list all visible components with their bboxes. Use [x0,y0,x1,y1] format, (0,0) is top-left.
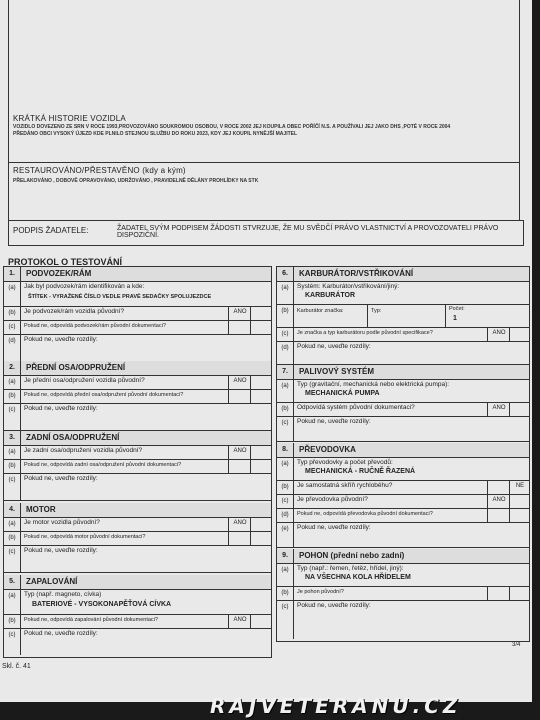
row-4a: (a) Je motor vozidla původní? ANO [4,518,271,532]
restoration-line-1: PŘELAKOVÁNO , DOBOVĚ OPRAVOVÁNO, UDRŽOVÁNO , PRAVIDELNĚ DĚLÁNY PROHLÍDKY NA STK [13,178,259,184]
row-1b-label: Je podvozek/rám vozidla původní? [24,308,125,315]
signature-label: PODPIS ŽADATELE: [13,226,89,235]
section-7-number: 7. [277,365,294,379]
row-3c: (c) Pokud ne, uveďte rozdíly: [4,474,271,501]
row-6d-label: Pokud ne, uveďte rozdíly: [297,343,371,350]
row-2b-label: Pokud ne, odpovídá přední osa/odpružení původní dokumentaci? [24,392,184,398]
row-5a-value: BATERIOVÉ - VYSOKONAPĚŤOVÁ CÍVKA [32,601,172,608]
row-8e: (e) Pokud ne, uveďte rozdíly: [277,523,529,548]
row-7b: (b) Odpovídá systém původní dokumentaci? ANO [277,403,529,417]
row-1d: (d) Pokud ne, uveďte rozdíly: [4,335,271,362]
row-7b-label: Odpovídá systém původní dokumentaci? [297,404,415,411]
row-5b-box[interactable] [250,615,265,628]
section-1-title: PODVOZEK/RÁM [26,269,92,278]
row-1a-label: Jak byl podvozek/rám identifikován a kde: [24,283,145,290]
row-1b: (b) Je podvozek/rám vozidla původní? ANO [4,307,271,321]
row-4b-box-b[interactable] [250,532,265,545]
row-1c-box-a[interactable] [228,321,251,334]
signature-box [8,220,524,246]
row-5c-label: Pokud ne, uveďte rozdíly: [24,630,98,637]
section-3-number: 3. [4,431,21,445]
history-line-1: VOZIDLO DOVEZENO ZE SRN V ROCE 1993,PROVOZOVÁNO SOUKROMOU OSOBOU, V ROCE 2002 JEJ KOUPILA OBEC POŘÍČÍ N.S. A POUŽÍVALI JEJ JAKO DHS ,POTÉ V ROCE 2004 [13,124,451,130]
page-number: 3/4 [512,642,521,648]
row-3a: (a) Je zadní osa/odpružení vozidla původní? ANO [4,446,271,460]
row-8c-label: Je převodovka původní? [297,496,368,503]
section-6-title: KARBURÁTOR/VSTŘIKOVÁNÍ [299,269,414,278]
row-8a: (a) Typ převodovky a počet převodů: MECHANICKÁ - RUČNĚ ŘAZENÁ [277,458,529,481]
row-5b-ano[interactable]: ANO [228,615,251,628]
blank-area [8,0,520,112]
row-3a-box[interactable] [250,446,265,459]
row-4b: (b) Pokud ne, odpovídá motor původní dokumentaci? [4,532,271,546]
row-9a-value: NA VŠECHNA KOLA HŘÍDELEM [305,574,411,581]
row-5a: (a) Typ (např. magneto, cívka) BATERIOVÉ - VYSOKONAPĚŤOVÁ CÍVKA [4,590,271,615]
row-7b-ano[interactable]: ANO [487,403,510,416]
row-3a-ano[interactable]: ANO [228,446,251,459]
row-5b: (b) Pokud ne, odpovídá zapalování původní dokumentaci? ANO [4,615,271,629]
row-8d-box-a[interactable] [487,509,510,522]
row-2b-box-a[interactable] [228,390,251,403]
row-5b-label: Pokud ne, odpovídá zapalování původní dokumentaci? [24,617,158,623]
row-8e-label: Pokud ne, uveďte rozdíly: [297,524,371,531]
section-5-number: 5. [4,575,21,589]
row-2a-label: Je přední osa/odpružení vozidla původní? [24,377,145,384]
row-1b-ano[interactable]: ANO [228,307,251,320]
row-8c-box[interactable] [509,495,524,508]
watermark: RAJVETERANU.CZ [210,694,462,718]
history-box [8,112,520,163]
section-7-title: PALIVOVÝ SYSTÉM [299,367,374,376]
restoration-box [8,162,520,221]
row-9c: (c) Pokud ne, uveďte rozdíly: [277,601,529,639]
row-8b-ne[interactable]: NE [509,481,530,494]
row-6b: (b) Karburátor značka: Typ: Počet: 1 [277,305,529,328]
row-1d-label: Pokud ne, uveďte rozdíly: [24,336,98,343]
row-7c-label: Pokud ne, uveďte rozdíly: [297,418,371,425]
section-9-title: POHON (přední nebo zadní) [299,551,405,560]
row-3b-label: Pokud ne, odpovídá zadní osa/odpružení původní dokumentaci? [24,462,182,468]
left-column [3,266,272,658]
row-4c: (c) Pokud ne, uveďte rozdíly: [4,546,271,573]
protocol-title: PROTOKOL O TESTOVÁNÍ [8,257,123,267]
row-9b-box-a[interactable] [487,587,510,600]
row-2a: (a) Je přední osa/odpružení vozidla původní? ANO [4,376,271,390]
row-6b-count-label: Počet: [449,306,465,312]
row-4a-box[interactable] [250,518,265,531]
row-6d: (d) Pokud ne, uveďte rozdíly: [277,342,529,365]
row-9b-label: Je pohon původní? [297,589,344,595]
restoration-title: RESTAUROVÁNO/PŘESTAVĚNO (kdy a kým) [13,166,186,175]
row-2a-ano[interactable]: ANO [228,376,251,389]
row-9b-box-b[interactable] [509,587,524,600]
row-4a-label: Je motor vozidla původní? [24,519,100,526]
row-6a-value: KARBURÁTOR [305,292,356,299]
section-9-number: 9. [277,549,294,563]
row-7b-box[interactable] [509,403,524,416]
section-8-number: 8. [277,443,294,457]
row-7a-value: MECHANICKÁ PUMPA [305,390,380,397]
row-9a: (a) Typ (např.: řemen, řetěz, hřídel, jiný): NA VŠECHNA KOLA HŘÍDELEM [277,564,529,587]
row-1b-box[interactable] [250,307,265,320]
row-2c: (c) Pokud ne, uveďte rozdíly: [4,404,271,431]
row-4c-label: Pokud ne, uveďte rozdíly: [24,547,98,554]
row-8c: (c) Je převodovka původní? ANO [277,495,529,509]
row-8d-box-b[interactable] [509,509,524,522]
row-2b-box-b[interactable] [250,390,265,403]
row-4b-box-a[interactable] [228,532,251,545]
section-5-title: ZAPALOVÁNÍ [26,577,78,586]
row-8d-label: Pokud ne, odpovídá převodovka původní dokumentaci? [297,511,433,517]
row-8b: (b) Je samostatná skříň rychloběhu? NE [277,481,529,495]
row-6c-ano[interactable]: ANO [487,328,510,341]
row-4b-label: Pokud ne, odpovídá motor původní dokumentaci? [24,534,146,540]
row-1a: (a) Jak byl podvozek/rám identifikován a kde: ŠTÍTEK - VYRAŽENÉ ČÍSLO VEDLE PRAVÉ SEDAČKY SPOLUJEZDCE [4,282,271,307]
row-8b-box[interactable] [487,481,510,494]
row-4a-ano[interactable]: ANO [228,518,251,531]
row-7a: (a) Typ (gravitační, mechanická nebo elektrická pumpa): MECHANICKÁ PUMPA [277,380,529,403]
right-column [276,266,530,642]
row-7a-label: Typ (gravitační, mechanická nebo elektrická pumpa): [297,381,450,388]
row-6b-brand-label: Karburátor značka: [297,308,344,314]
history-title: KRÁTKÁ HISTORIE VOZIDLA [13,114,126,123]
row-6a-label: Systém: Karburátor/vstřikování/jiný: [297,283,400,290]
row-1c-box-b[interactable] [250,321,265,334]
history-line-2: PŘEDÁNO OBCI VYSOKÝ ÚJEZD KDE PLNILO STEJNOU SLUŽBU DO ROKU 2023, KDY JEJ KOUPIL NYNĚJŠÍ MAJITEL [13,131,298,137]
row-9b: (b) Je pohon původní? [277,587,529,601]
signature-text: ŽADATEL SVÝM PODPISEM ŽÁDOSTI STVRZUJE, ŽE MU SVĚDČÍ PRÁVO VLASTNICTVÍ A PROVOZOVATELI PRÁVO DISPOZIČNÍ. [117,225,499,239]
row-6a: (a) Systém: Karburátor/vstřikování/jiný: KARBURÁTOR [277,282,529,305]
section-2-title: PŘEDNÍ OSA/ODPRUŽENÍ [26,363,126,372]
row-3a-label: Je zadní osa/odpružení vozidla původní? [24,447,143,454]
row-6b-count-value: 1 [453,315,457,322]
row-2c-label: Pokud ne, uveďte rozdíly: [24,405,98,412]
row-9c-label: Pokud ne, uveďte rozdíly: [297,602,371,609]
section-2-number: 2. [4,361,21,375]
row-3b: (b) Pokud ne, odpovídá zadní osa/odpružení původní dokumentaci? [4,460,271,474]
form-number: Skl. č. 41 [2,663,31,670]
row-8d: (d) Pokud ne, odpovídá převodovka původní dokumentaci? [277,509,529,523]
section-1-number: 1. [4,267,21,281]
row-6b-type-label: Typ: [371,308,382,314]
row-2b: (b) Pokud ne, odpovídá přední osa/odpružení původní dokumentaci? [4,390,271,404]
row-8c-ano[interactable]: ANO [487,495,510,508]
section-4-title: MOTOR [26,505,56,514]
section-8-title: PŘEVODOVKA [299,445,356,454]
row-3b-box-a[interactable] [228,460,251,473]
row-1c: (c) Pokud ne, odpovídá podvozek/rám původní dokumentaci? [4,321,271,335]
row-8b-label: Je samostatná skříň rychloběhu? [297,482,393,489]
row-6c-label: Je značka a typ karburátoru podle původní specifikace? [297,330,433,336]
row-8a-value: MECHANICKÁ - RUČNĚ ŘAZENÁ [305,468,416,475]
row-6c-box[interactable] [509,328,524,341]
row-1c-label: Pokud ne, odpovídá podvozek/rám původní dokumentaci? [24,323,166,329]
row-5a-label: Typ (např. magneto, cívka) [24,591,102,598]
row-9a-label: Typ (např.: řemen, řetěz, hřídel, jiný): [297,565,404,572]
section-3-title: ZADNÍ OSA/ODPRUŽENÍ [26,433,120,442]
row-5c: (c) Pokud ne, uveďte rozdíly: [4,629,271,655]
row-8a-label: Typ převodovky a počet převodů: [297,459,393,466]
section-4-number: 4. [4,503,21,517]
row-1a-value: ŠTÍTEK - VYRAŽENÉ ČÍSLO VEDLE PRAVÉ SEDAČKY SPOLUJEZDCE [28,294,212,300]
section-6-number: 6. [277,267,294,281]
row-3b-box-b[interactable] [250,460,265,473]
row-7c: (c) Pokud ne, uveďte rozdíly: [277,417,529,442]
row-6c: (c) Je značka a typ karburátoru podle původní specifikace? ANO [277,328,529,342]
row-3c-label: Pokud ne, uveďte rozdíly: [24,475,98,482]
row-2a-box[interactable] [250,376,265,389]
